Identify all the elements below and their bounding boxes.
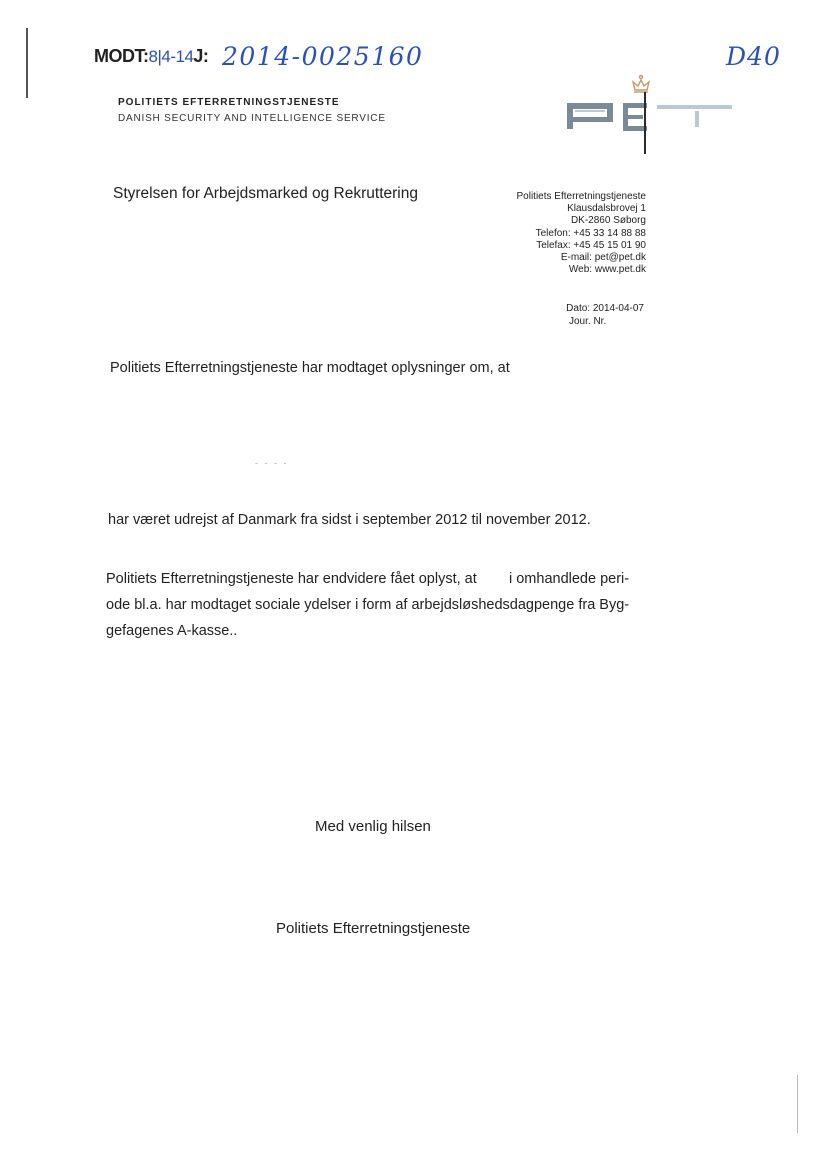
sender-email: E-mail: pet@pet.dk [560,252,646,264]
body-paragraph-3-line-2: ode bl.a. har modtaget sociale ydelser i form af arbejdsløshedsdagpenge fra Byg- [106,597,630,613]
sender-street: Klausdalsbrovej 1 [567,203,646,215]
journal-number-label: Jour. Nr. [569,315,607,327]
body-paragraph-3-line-1: Politiets Efterretningstjeneste har endvidere fået oplyst, at i omhandlede peri- [106,571,630,587]
sender-city: DK-2860 Søborg [570,215,646,227]
sender-fax: Telefax: +45 45 15 01 90 [536,239,646,251]
sender-name: Politiets Efterretningstjeneste [516,191,646,202]
logo-letter-p [567,103,613,129]
closing-greeting: Med venlig hilsen [315,818,431,835]
stamp-prefix: MODT: [94,46,149,66]
redaction-mark: - - - - [255,458,289,468]
date-block [540,303,644,328]
body-paragraph-3-line-3: gefagenes A-kasse.. [106,623,238,639]
recipient: Styrelsen for Arbejdsmarked og Rekruttering [113,185,418,202]
sender-web: Web: www.pet.dk [568,264,646,276]
body-paragraph-1: Politiets Efterretningstjeneste har modtaget oplysninger om, at [110,360,510,376]
margin-fold-line [26,28,28,98]
letter-date: Dato: 2014-04-07 [566,303,644,314]
document-code-handwritten: D40 [726,42,781,71]
received-stamp [94,46,208,67]
agency-name-english: DANISH SECURITY AND INTELLIGENCE SERVICE [118,113,386,124]
pet-logo [565,72,735,154]
scan-edge-line [797,1075,798,1133]
body-paragraph-3 [106,566,651,644]
journal-number-handwritten: 2014-0025160 [222,42,424,71]
logo-letter-t [657,105,732,127]
sender-phone: Telefon: +45 33 14 88 88 [535,227,646,239]
stamp-date-handwritten: 8|4-14 [148,47,194,66]
body-paragraph-2: har været udrejst af Danmark fra sidst i september 2012 til november 2012. [108,512,591,528]
crown-icon [633,76,649,93]
signature: Politiets Efterretningstjeneste [276,920,471,937]
sender-address-block [470,191,646,276]
logo-vertical-bar [644,92,646,154]
logo-letter-e [623,103,647,131]
agency-name: POLITIETS EFTERRETNINGSTJENESTE [118,97,340,108]
stamp-journal-label: J: [193,46,209,66]
